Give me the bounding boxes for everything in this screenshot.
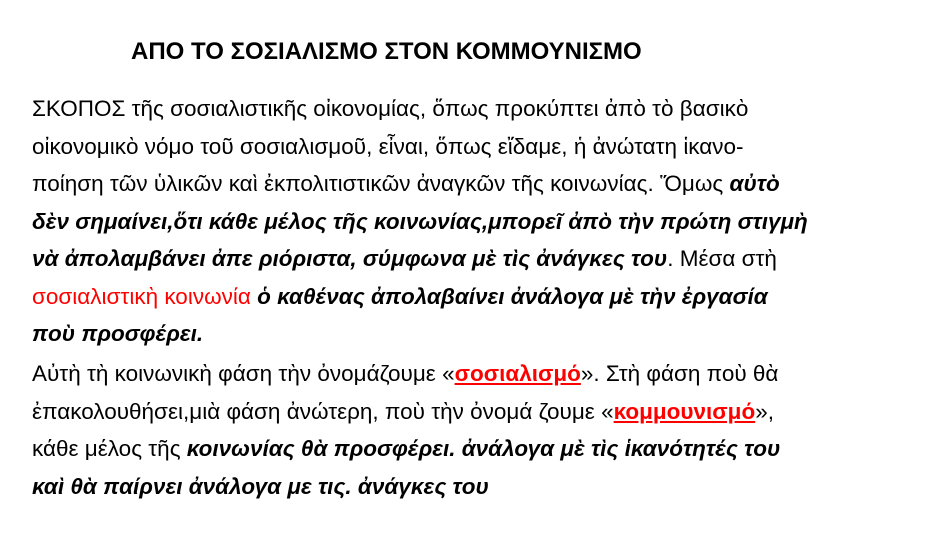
plain-text: ἐπακολουθήσει,μιὰ φάση ἀνώτερη, ποὺ τὴν ὀνομά ζουμε « bbox=[32, 398, 614, 424]
emphasis-text: αὐτὸ bbox=[729, 171, 780, 196]
paragraph-2-line-3 bbox=[32, 430, 912, 468]
plain-text: . Μέσα στὴ bbox=[667, 246, 777, 271]
document-title: ΑΠΟ ΤΟ ΣΟΣΙΑΛΙΣΜΟ ΣΤΟΝ ΚΟΜΜΟΥΝΙΣΜΟ bbox=[131, 38, 642, 65]
paragraph-1-line-4: δὲν σημαίνει,ὅτι κάθε μέλος τῆς κοινωνίας,μπορεῖ ἀπὸ τὴν πρώτη στιγμὴ bbox=[32, 208, 808, 234]
emphasis-text: κοινωνίας θὰ προσφέρει. ἀνάλογα μὲ τὶς ἱκανότητές του bbox=[186, 436, 781, 461]
paragraph-1-line-6 bbox=[32, 278, 912, 316]
paragraph-1-line-1: ΣΚΟΠΟΣ τῆς σοσιαλιστικῆς οἰκονομίας, ὅπως προκύπτει ἀπὸ τὸ βασικὸ bbox=[32, 96, 749, 121]
paragraph-1-line-7: ποὺ προσφέρει. bbox=[32, 321, 204, 346]
plain-text: κάθε μέλος τῆς bbox=[32, 436, 187, 461]
plain-text: ». Στὴ φάση ποὺ θὰ bbox=[580, 361, 779, 386]
plain-text: », bbox=[755, 398, 774, 424]
emphasis-text: ὁ καθένας ἀπολαβαίνει ἀνάλογα μὲ τὴν ἐργασία bbox=[250, 283, 768, 309]
highlight-socialist-society: σοσιαλιστικὴ κοινωνία bbox=[32, 283, 251, 309]
paragraph-2 bbox=[32, 355, 912, 505]
paragraph-1 bbox=[32, 90, 912, 353]
plain-text: Αὐτὴ τὴ κοινωνικὴ φάση τὴν ὀνομάζουμε « bbox=[32, 361, 455, 386]
emphasis-text: νὰ ἀπολαμβάνει ἀπε ριόριστα, σύμφωνα μὲ τὶς ἀνάγκες του bbox=[32, 246, 668, 271]
paragraph-2-line-2 bbox=[32, 393, 912, 431]
paragraph-1-line-3 bbox=[32, 165, 912, 203]
paragraph-2-line-1 bbox=[32, 355, 912, 393]
paragraph-2-line-4: καὶ θὰ παίρνει ἀνάλογα με τις. ἀνάγκες του bbox=[32, 473, 489, 499]
plain-text: ποίηση τῶν ὑλικῶν καὶ ἐκπολιτιστικῶν ἀναγκῶν τῆς κοινωνίας. Ὅμως bbox=[32, 171, 730, 196]
paragraph-1-line-2: οἰκονομικὸ νόμο τοῦ σοσιαλισμοῦ, εἶναι, ὅπως εἴδαμε, ἡ ἀνώτατη ἱκανο- bbox=[32, 133, 744, 159]
highlight-socialism: σοσιαλισμό bbox=[454, 361, 581, 386]
paragraph-1-line-5 bbox=[32, 240, 912, 278]
highlight-communism: κομμουνισμό bbox=[613, 398, 756, 424]
